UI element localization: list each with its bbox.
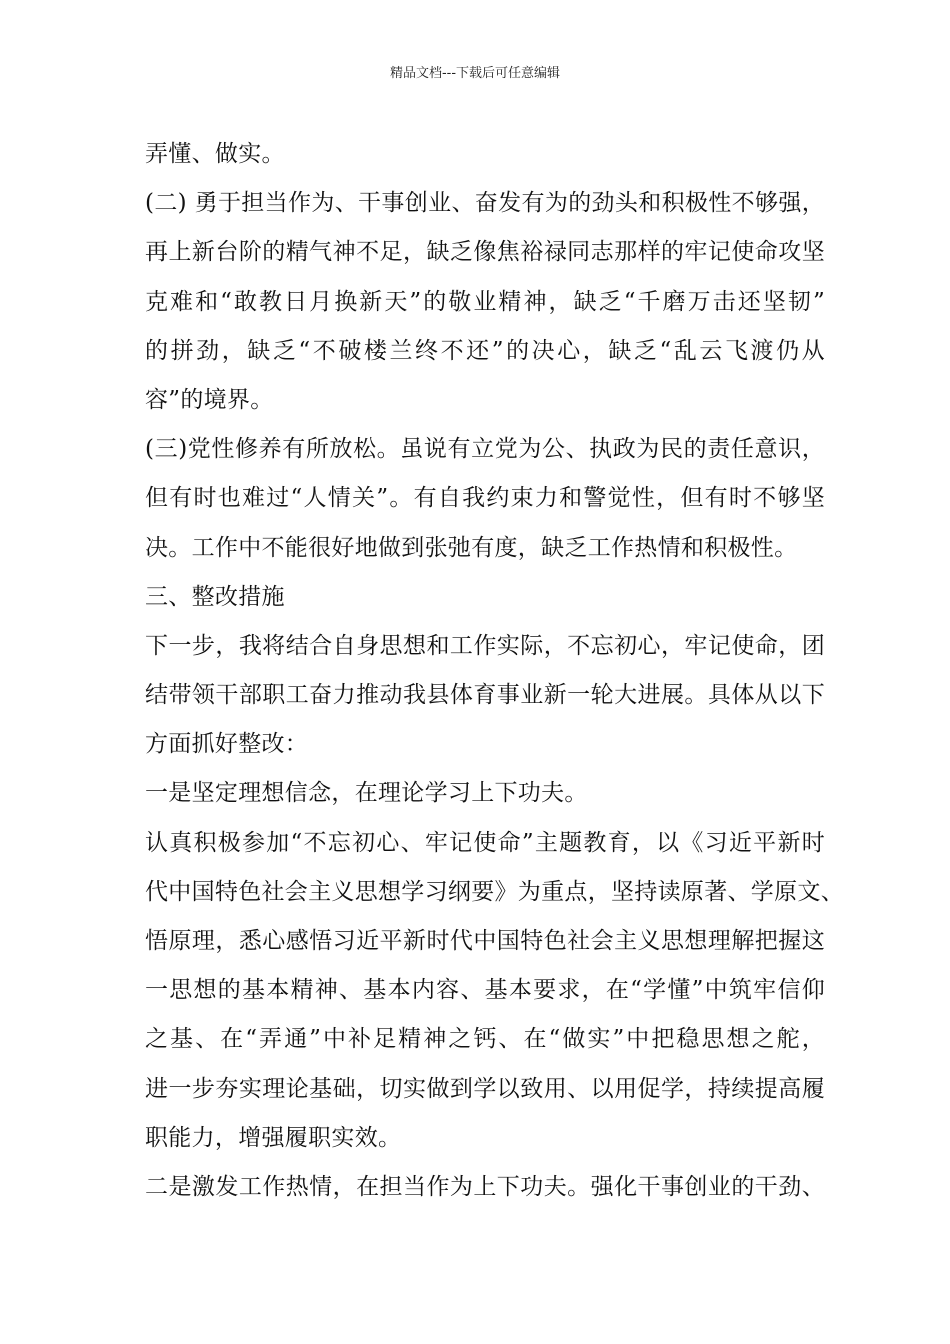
text-line: 一思想的基本精神、基本内容、基本要求，在“学懂”中筑牢信仰 [145,977,825,1004]
text-line: 下一步，我将结合自身思想和工作实际，不忘初心，牢记使命，团 [145,632,825,659]
page-header: 精品文档---下载后可任意编辑 [389,66,561,81]
text-line: 一是坚定理想信念，在理论学习上下功夫。 [145,780,588,807]
text-line: (二) 勇于担当作为、干事创业、奋发有为的劲头和积极性不够强， [145,190,825,217]
text-line: 容”的境界。 [145,386,274,413]
text-line: 克难和“敢教日月换新天”的敬业精神，缺乏“千磨万击还坚韧” [145,288,825,315]
text-line: (三)党性修养有所放松。虽说有立党为公、执政为民的责任意识， [145,436,825,463]
text-line: 进一步夯实理论基础，切实做到学以致用、以用促学，持续提高履 [145,1075,825,1102]
text-line: 结带领干部职工奋力推动我县体育事业新一轮大进展。具体从以下 [145,682,825,709]
text-line: 再上新台阶的精气神不足，缺乏像焦裕禄同志那样的牢记使命攻坚 [145,239,825,266]
text-line: 的拼劲，缺乏“不破楼兰终不还”的决心，缺乏“乱云飞渡仍从 [145,337,825,364]
text-line: 认真积极参加“不忘初心、牢记使命”主题教育，以《习近平新时 [145,829,825,856]
text-line: 方面抓好整改： [145,731,309,758]
text-line: 代中国特色社会主义思想学习纲要》为重点，坚持读原著、学原文、 [145,878,844,905]
text-line: 悟原理，悉心感悟习近平新时代中国特色社会主义思想理解把握这 [145,928,825,954]
text-line: 但有时也难过“人情关”。有自我约束力和警觉性，但有时不够坚 [145,485,825,512]
text-line: 职能力，增强履职实效。 [145,1124,402,1151]
text-line: 决。工作中不能很好地做到张弛有度，缺乏工作热情和积极性。 [145,534,798,561]
section-heading: 三、整改措施 [145,583,285,610]
text-line: 二是激发工作热情，在担当作为上下功夫。强化干事创业的干劲、 [145,1173,825,1200]
document-body [145,130,844,1212]
text-line: 之基、在“弄通”中补足精神之钙、在“做实”中把稳思想之舵， [145,1026,825,1053]
text-line: 弄懂、做实。 [145,141,285,167]
